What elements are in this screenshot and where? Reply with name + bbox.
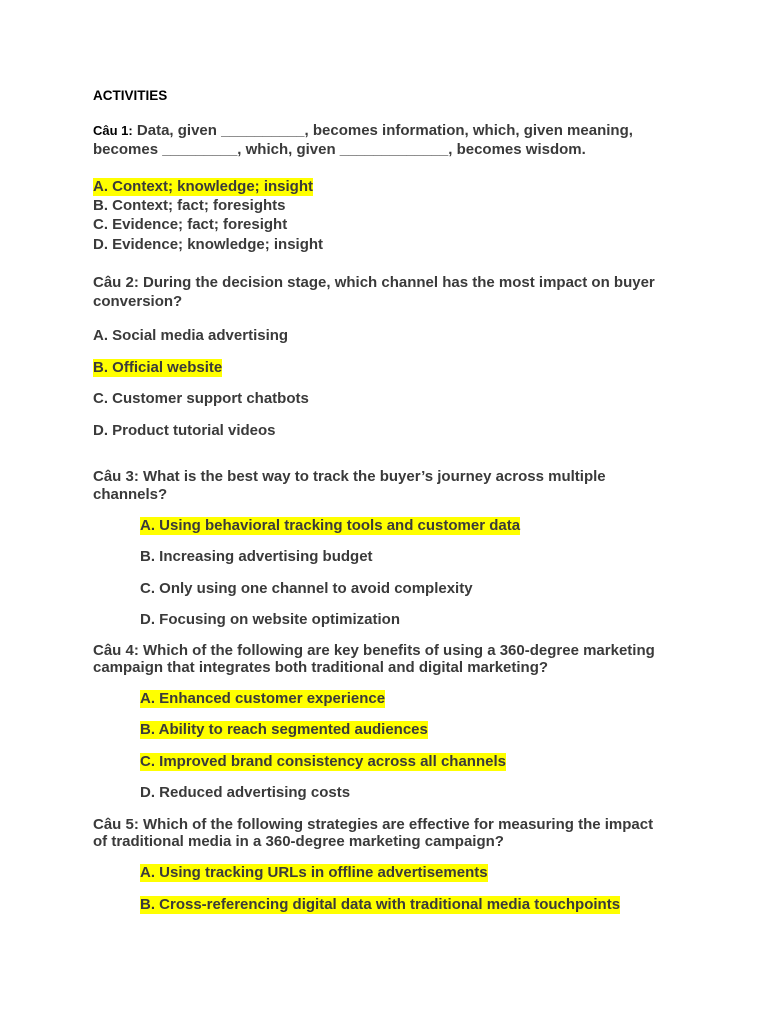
question-1-option-a: A. Context; knowledge; insight	[93, 178, 313, 195]
question-5-option-a: A. Using tracking URLs in offline advertisements	[140, 864, 488, 881]
question-2-option-c: C. Customer support chatbots	[93, 390, 309, 407]
question-4-option-b: B. Ability to reach segmented audiences	[140, 721, 428, 738]
question-1-text: Data, given __________, becomes information, which, given meaning,	[132, 122, 633, 139]
question-1-option-c: C. Evidence; fact; foresight	[93, 216, 288, 233]
question-1-line-1	[93, 122, 633, 140]
question-2-option-a: A. Social media advertising	[93, 327, 289, 344]
question-2-line-2: conversion?	[93, 293, 183, 310]
question-5-line-2: of traditional media in a 360-degree marketing campaign?	[93, 833, 504, 850]
question-2-option-b: B. Official website	[93, 359, 223, 376]
page-title: ACTIVITIES	[93, 88, 168, 103]
question-1-label: Câu 1:	[93, 123, 133, 138]
question-3-option-b: B. Increasing advertising budget	[140, 548, 373, 565]
question-1-option-d: D. Evidence; knowledge; insight	[93, 236, 324, 253]
question-3-option-c: C. Only using one channel to avoid complexity	[140, 580, 473, 597]
question-2-option-d: D. Product tutorial videos	[93, 422, 276, 439]
question-4-option-c: C. Improved brand consistency across all channels	[140, 753, 506, 770]
question-5-line-1: Câu 5: Which of the following strategies are effective for measuring the impact	[93, 816, 654, 833]
question-1-option-b: B. Context; fact; foresights	[93, 197, 286, 214]
question-3-line-1: Câu 3: What is the best way to track the buyer’s journey across multiple	[93, 468, 606, 485]
question-1-line-2: becomes _________, which, given _____________, becomes wisdom.	[93, 141, 586, 158]
question-2-line-1: Câu 2: During the decision stage, which channel has the most impact on buyer	[93, 274, 655, 291]
question-4-line-1: Câu 4: Which of the following are key benefits of using a 360-degree marketing	[93, 642, 655, 659]
question-4-line-2: campaign that integrates both traditional and digital marketing?	[93, 659, 549, 676]
question-4-option-d: D. Reduced advertising costs	[140, 784, 351, 801]
question-3-line-2: channels?	[93, 486, 168, 503]
question-3-option-a: A. Using behavioral tracking tools and customer data	[140, 517, 521, 534]
question-4-option-a: A. Enhanced customer experience	[140, 690, 386, 707]
question-5-option-b: B. Cross-referencing digital data with traditional media touchpoints	[140, 896, 621, 913]
question-3-option-d: D. Focusing on website optimization	[140, 611, 401, 628]
